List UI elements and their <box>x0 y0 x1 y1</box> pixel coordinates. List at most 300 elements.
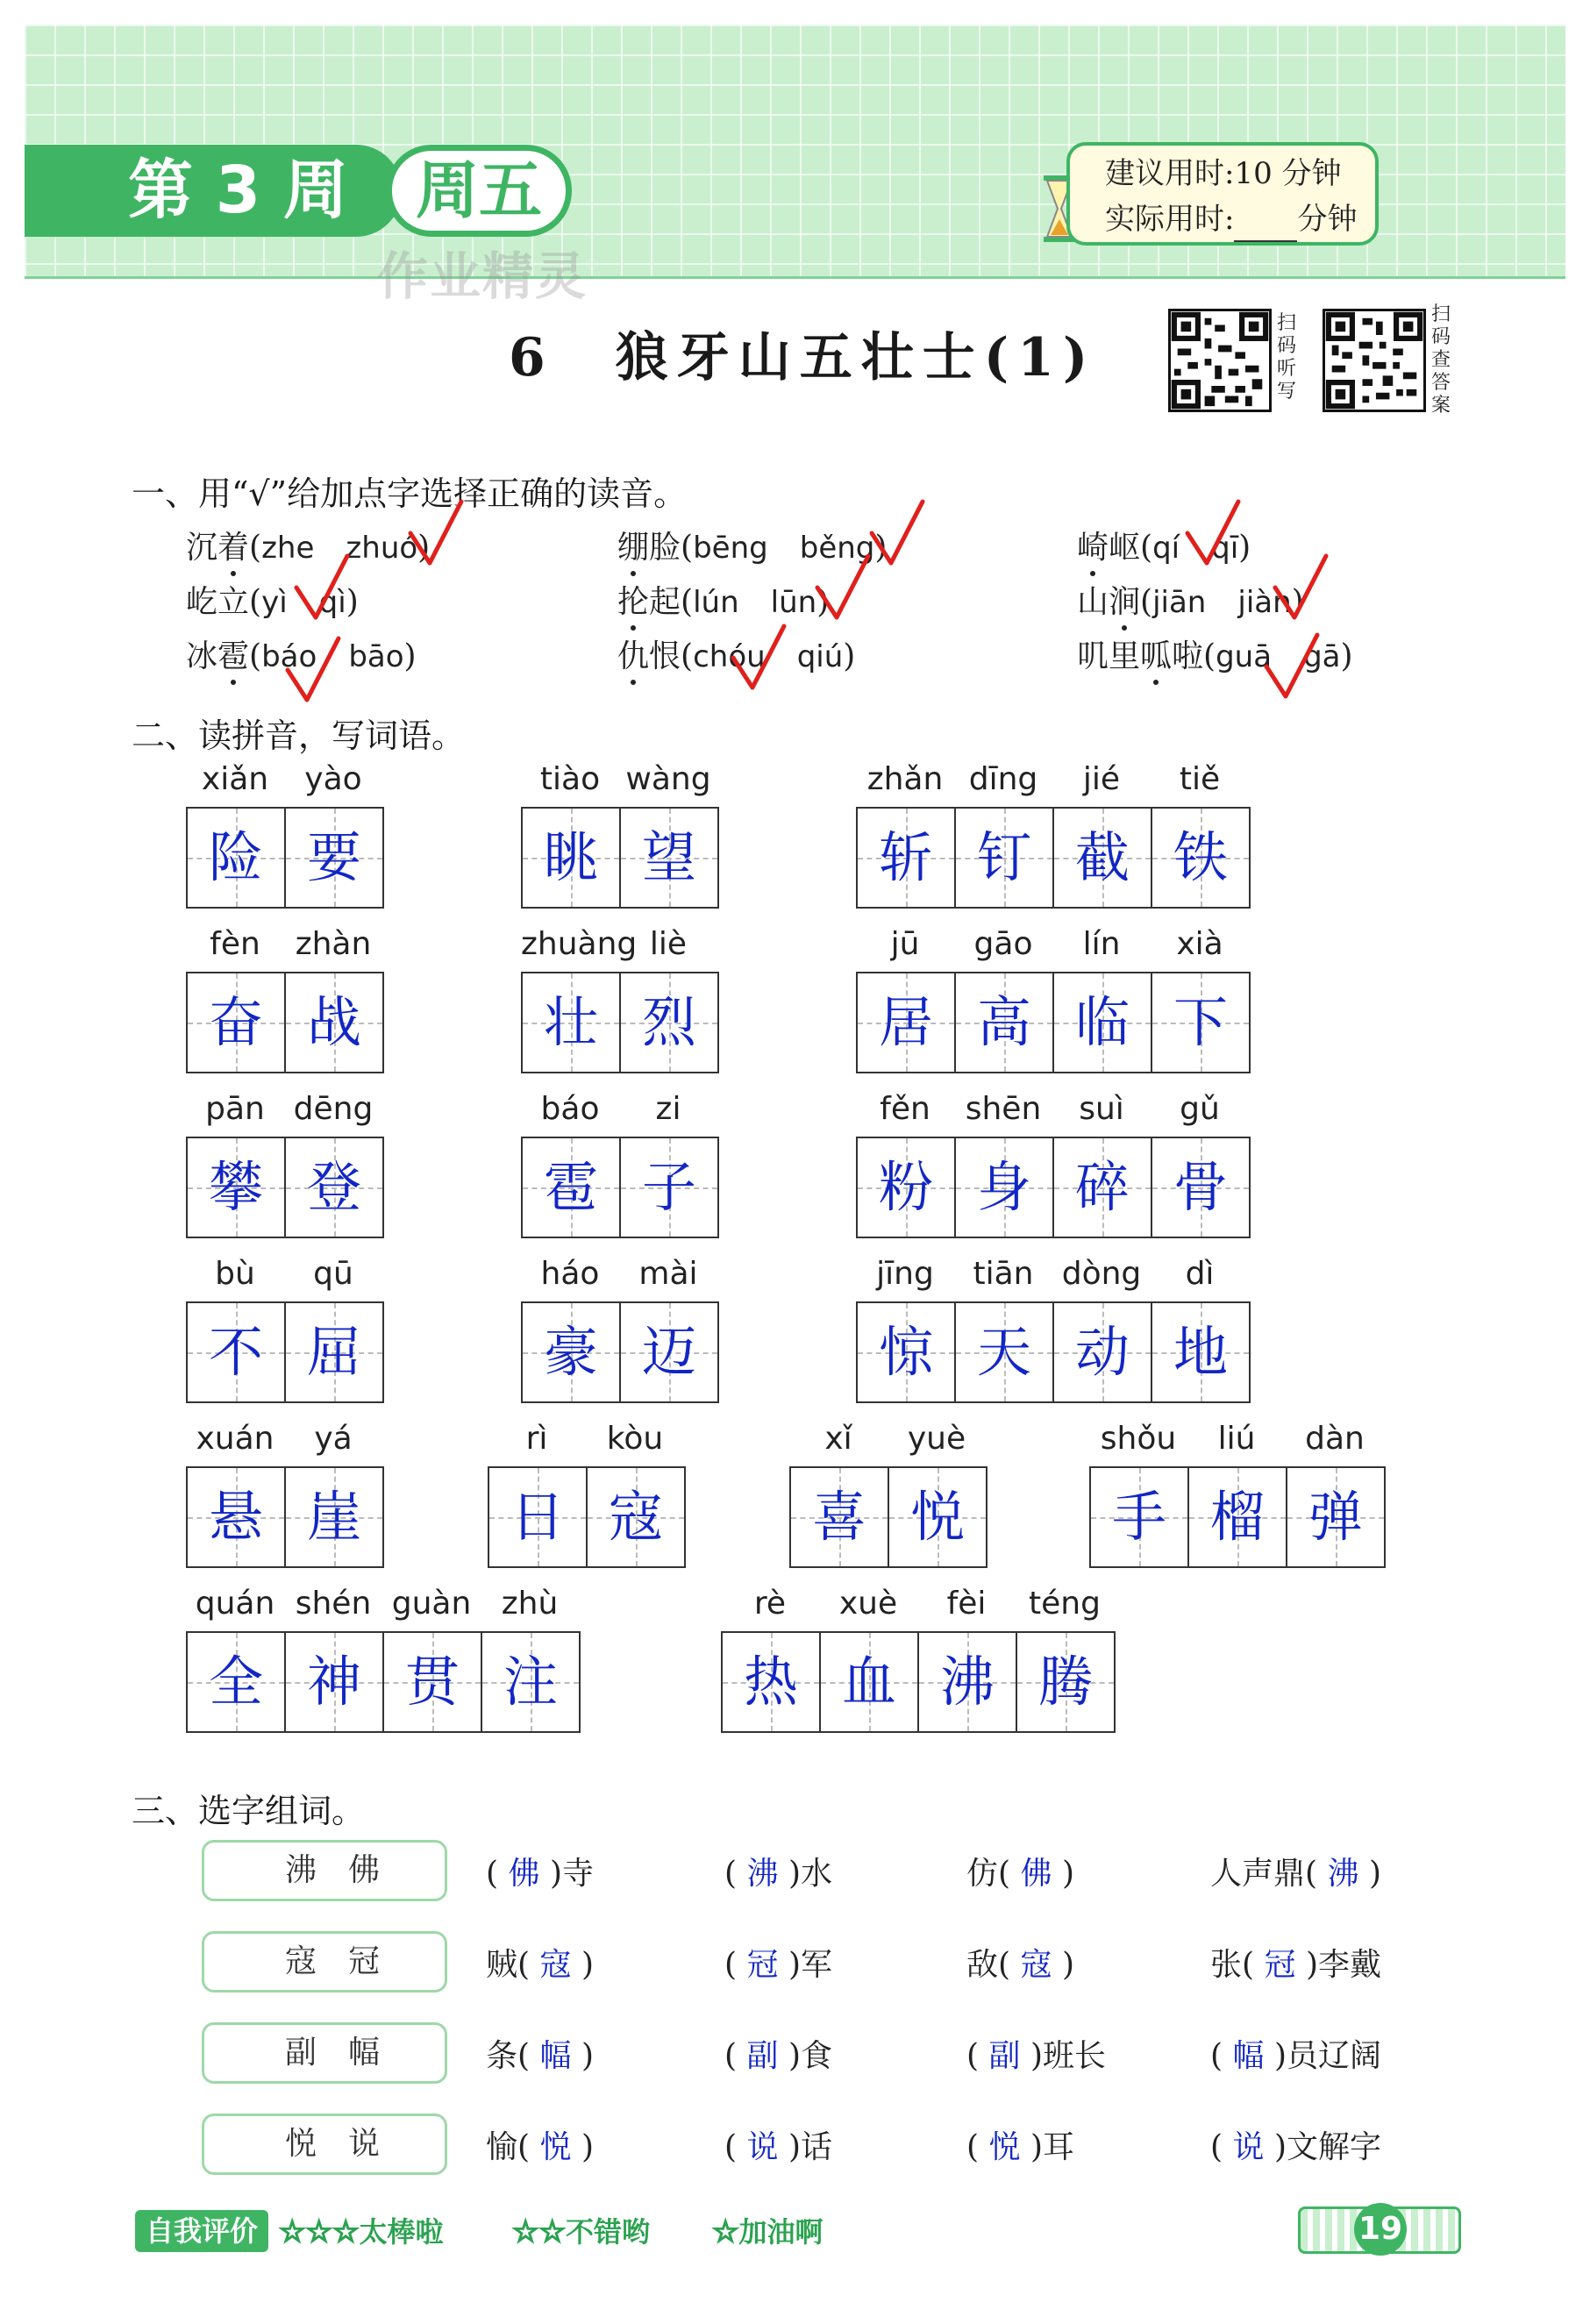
word-text: 张( <box>1210 1947 1255 1983</box>
fill-in-word <box>486 2031 594 2076</box>
reading-word-part: 叽里 <box>1077 638 1141 674</box>
suggested-time: 建议用时:10 分钟 <box>1105 156 1342 191</box>
character-cell[interactable] <box>956 973 1054 1072</box>
character-grid <box>186 1466 384 1568</box>
pinyin-syllable: háo <box>540 1256 600 1292</box>
character-cell[interactable] <box>956 1138 1054 1237</box>
character-cell[interactable] <box>188 1468 286 1566</box>
filled-answer[interactable]: 说 <box>737 2129 788 2165</box>
pinyin-syllable: yá <box>314 1421 353 1457</box>
pinyin-syllable: guàn <box>391 1586 472 1622</box>
check-mark-icon <box>282 635 344 705</box>
handwritten-character: 悦 <box>909 1485 965 1549</box>
pinyin-option-1[interactable]: guā <box>1216 639 1273 674</box>
character-pair-box: 沸 佛 <box>202 1840 447 1901</box>
handwritten-character: 眺 <box>543 825 598 889</box>
reading-word-part: 啦 <box>1172 638 1204 674</box>
reading-word-part: 崎 <box>1077 530 1109 566</box>
character-grid <box>186 1631 581 1733</box>
character-cell[interactable] <box>621 973 719 1072</box>
fill-in-word <box>724 1849 832 1893</box>
pinyin-row <box>186 926 384 972</box>
handwritten-character: 弹 <box>1308 1485 1363 1549</box>
word-block <box>1089 1421 1386 1568</box>
pinyin-option-2[interactable]: lūn <box>770 585 817 620</box>
handwritten-character: 战 <box>306 990 361 1054</box>
pinyin-syllable: xuán <box>196 1421 275 1457</box>
check-mark-icon <box>812 552 873 623</box>
character-cell[interactable] <box>1054 1303 1152 1401</box>
word-text: ( <box>486 1856 499 1892</box>
handwritten-character: 喜 <box>811 1485 866 1549</box>
pinyin-syllable: fěn <box>880 1091 930 1127</box>
pinyin-row <box>186 761 384 807</box>
word-text: 敌( <box>966 1947 1011 1983</box>
pinyin-syllable: tiě <box>1179 761 1221 797</box>
character-cell[interactable] <box>889 1468 988 1566</box>
fill-in-word <box>1210 2122 1381 2167</box>
character-cell[interactable] <box>723 1633 821 1731</box>
check-mark-icon <box>728 623 789 693</box>
handwritten-character: 豪 <box>543 1320 598 1384</box>
reading-word-part: 沉 <box>186 530 218 566</box>
character-cell[interactable] <box>1287 1468 1386 1566</box>
handwritten-character: 惊 <box>878 1320 933 1384</box>
week-label: 第 3 周 <box>25 145 402 237</box>
word-text: )寺 <box>549 1856 594 1892</box>
handwritten-character: 血 <box>841 1650 896 1714</box>
character-grid <box>186 807 384 909</box>
section3-heading: 三、选字组词。 <box>132 1792 366 1830</box>
handwritten-character: 注 <box>503 1650 558 1714</box>
reading-word-part: ) <box>403 638 417 674</box>
character-cell[interactable] <box>1054 973 1152 1072</box>
pinyin-syllable: mài <box>638 1256 698 1292</box>
pinyin-syllable: dàn <box>1305 1421 1365 1457</box>
character-cell[interactable] <box>858 809 956 907</box>
character-cell[interactable] <box>1152 973 1251 1072</box>
character-pair-box: 悦 说 <box>202 2114 447 2175</box>
character-cell[interactable] <box>523 1303 621 1401</box>
watermark: 作业精灵 <box>377 246 588 306</box>
pinyin-syllable: suì <box>1079 1091 1124 1127</box>
character-cell[interactable] <box>858 1138 956 1237</box>
pinyin-syllable: shǒu <box>1100 1421 1177 1457</box>
lesson-title: 6 狼牙山五壮士(1) <box>509 327 1097 389</box>
reading-word-part: 立 <box>217 584 250 620</box>
word-text: ( <box>724 1856 738 1892</box>
pinyin-row <box>856 926 1251 972</box>
handwritten-character: 铁 <box>1173 825 1228 889</box>
reading-word-part: ) <box>346 584 359 620</box>
qr-code-listen-icon[interactable] <box>1168 309 1272 412</box>
filled-answer[interactable]: 副 <box>979 2038 1030 2074</box>
filled-answer[interactable]: 冠 <box>737 1947 788 1983</box>
pinyin-row <box>186 1091 384 1137</box>
pinyin-syllable: jū <box>890 926 920 962</box>
handwritten-character: 截 <box>1074 825 1130 889</box>
handwritten-character: 屈 <box>306 1320 361 1384</box>
character-grid <box>521 972 719 1073</box>
filled-answer[interactable]: 幅 <box>1223 2038 1274 2074</box>
pinyin-option-1[interactable]: jiān <box>1152 585 1207 620</box>
pinyin-row <box>521 1091 719 1137</box>
filled-answer[interactable]: 悦 <box>530 2129 581 2165</box>
filled-answer[interactable]: 佛 <box>498 1856 550 1892</box>
pinyin-syllable: jié <box>1082 761 1121 797</box>
character-pair-box: 副 幅 <box>202 2022 447 2084</box>
pinyin-syllable: liè <box>649 926 688 962</box>
pinyin-syllable: dì <box>1185 1256 1215 1292</box>
word-text: )员辽阔 <box>1273 2038 1381 2074</box>
eval-keep-going[interactable]: ☆加油啊 <box>712 2214 824 2249</box>
character-cell[interactable] <box>1152 1138 1251 1237</box>
character-cell[interactable] <box>523 809 621 907</box>
word-block <box>521 1256 719 1403</box>
pinyin-option-2[interactable]: zhuó <box>346 531 418 566</box>
pinyin-row <box>521 761 719 807</box>
character-cell[interactable] <box>1152 1303 1251 1401</box>
word-block <box>856 926 1251 1073</box>
character-cell[interactable] <box>919 1633 1017 1731</box>
check-mark-icon <box>1261 631 1323 702</box>
reading-word-part: 冰 <box>186 638 218 674</box>
pinyin-option-1[interactable]: qí <box>1152 531 1180 566</box>
pinyin-syllable: rì <box>525 1421 548 1457</box>
pinyin-syllable: kòu <box>606 1421 664 1457</box>
character-cell[interactable] <box>286 1633 384 1731</box>
actual-time-blank[interactable] <box>1234 214 1297 242</box>
reading-word-part: 呱 <box>1140 638 1173 674</box>
word-text: ( <box>966 2129 980 2165</box>
handwritten-character: 壮 <box>543 990 598 1054</box>
character-cell[interactable] <box>1054 1138 1152 1237</box>
reading-item <box>617 577 829 622</box>
word-block <box>521 1091 719 1238</box>
check-mark-icon <box>291 552 353 623</box>
pinyin-syllable: xǐ <box>824 1421 852 1457</box>
word-block <box>186 926 384 1073</box>
word-block <box>521 926 719 1073</box>
pinyin-row <box>789 1421 988 1466</box>
word-block <box>521 761 719 909</box>
character-cell[interactable] <box>1152 809 1251 907</box>
pinyin-syllable: xiǎn <box>201 761 269 797</box>
character-grid <box>789 1466 988 1568</box>
handwritten-character: 天 <box>976 1320 1031 1384</box>
reading-word-part: ) <box>874 530 888 566</box>
word-block <box>186 1091 384 1238</box>
pinyin-option-2[interactable]: qiú <box>796 639 844 674</box>
filled-answer[interactable]: 寇 <box>530 1947 581 1983</box>
reading-word-part: 涧 <box>1109 584 1141 620</box>
fill-in-word <box>1210 1940 1381 1985</box>
character-cell[interactable] <box>384 1633 482 1731</box>
pinyin-option-1[interactable]: zhe <box>261 531 315 566</box>
character-grid <box>186 1137 384 1238</box>
pinyin-syllable: zhuàng <box>521 926 638 962</box>
fill-in-word <box>1210 1849 1381 1893</box>
word-block <box>186 1421 384 1568</box>
check-mark-icon <box>866 498 928 568</box>
filled-answer[interactable]: 沸 <box>1317 1856 1369 1892</box>
pinyin-syllable: dòng <box>1061 1256 1142 1292</box>
reading-word-part: ( <box>1140 530 1153 566</box>
fill-in-word <box>966 2031 1106 2076</box>
word-text: )文解字 <box>1273 2129 1381 2165</box>
pinyin-row <box>721 1586 1116 1631</box>
pinyin-option-1[interactable]: báo <box>261 639 317 674</box>
pinyin-syllable: lín <box>1082 926 1121 962</box>
handwritten-character: 望 <box>641 825 696 889</box>
character-cell[interactable] <box>1189 1468 1287 1566</box>
reading-word-part: 山 <box>1077 584 1109 620</box>
pinyin-syllable: jīng <box>876 1256 934 1292</box>
handwritten-character: 崖 <box>306 1485 361 1549</box>
reading-word-part: ) <box>1340 638 1353 674</box>
handwritten-character: 寇 <box>608 1485 663 1549</box>
fill-in-word <box>966 1940 1074 1985</box>
reading-word-part <box>739 584 771 620</box>
pinyin-syllable: téng <box>1029 1586 1101 1622</box>
character-cell[interactable] <box>1017 1633 1116 1731</box>
character-cell[interactable] <box>523 1138 621 1237</box>
word-text: 仿( <box>966 1856 1011 1892</box>
word-text: ( <box>724 1947 738 1983</box>
filled-answer[interactable]: 说 <box>1223 2129 1274 2165</box>
fill-in-word <box>486 2122 594 2167</box>
reading-word-part: 雹 <box>217 638 250 674</box>
character-cell[interactable] <box>956 809 1054 907</box>
character-grid <box>856 1137 1251 1238</box>
reading-word-part: ( <box>1203 638 1216 674</box>
handwritten-character: 子 <box>641 1155 696 1219</box>
pinyin-syllable: gāo <box>973 926 1033 962</box>
word-text: )班长 <box>1030 2038 1106 2074</box>
pinyin-row <box>856 1256 1251 1301</box>
handwritten-character: 悬 <box>208 1485 263 1549</box>
pinyin-syllable: shēn <box>965 1091 1042 1127</box>
reading-word-part <box>768 530 800 566</box>
word-text: 贼( <box>486 1947 531 1983</box>
filled-answer[interactable]: 幅 <box>530 2038 581 2074</box>
handwritten-character: 下 <box>1173 990 1228 1054</box>
pinyin-row <box>186 1421 384 1466</box>
character-grid <box>721 1631 1116 1733</box>
fill-in-word <box>724 1940 832 1985</box>
pinyin-syllable: shén <box>295 1586 372 1622</box>
reading-word-part: 着 <box>217 530 250 566</box>
pinyin-row <box>186 1586 581 1631</box>
character-cell[interactable] <box>621 1138 719 1237</box>
handwritten-character: 高 <box>976 990 1031 1054</box>
character-cell[interactable] <box>286 809 384 907</box>
character-cell[interactable] <box>188 809 286 907</box>
word-text: )食 <box>788 2038 832 2074</box>
reading-word-part: 抡 <box>617 584 650 620</box>
character-cell[interactable] <box>858 973 956 1072</box>
handwritten-character: 榴 <box>1209 1485 1265 1549</box>
handwritten-character: 雹 <box>543 1155 598 1219</box>
character-cell[interactable] <box>188 1303 286 1401</box>
word-text: ( <box>966 2038 980 2074</box>
word-text: )水 <box>788 1856 832 1892</box>
character-cell[interactable] <box>286 973 384 1072</box>
pinyin-syllable: bù <box>215 1256 255 1292</box>
filled-answer[interactable]: 副 <box>737 2038 788 2074</box>
reading-word-part: ( <box>249 584 262 620</box>
character-grid <box>856 807 1251 909</box>
pinyin-syllable: xià <box>1176 926 1223 962</box>
reading-word-part: ) <box>816 584 830 620</box>
pinyin-option-1[interactable]: yì <box>261 585 288 620</box>
character-cell[interactable] <box>588 1468 686 1566</box>
reading-word-part: 岖 <box>1109 530 1141 566</box>
character-cell[interactable] <box>489 1468 588 1566</box>
character-cell[interactable] <box>286 1303 384 1401</box>
reading-word-part: 仇 <box>617 638 650 674</box>
character-cell[interactable] <box>188 1633 286 1731</box>
filled-answer[interactable]: 寇 <box>1010 1947 1062 1983</box>
word-block <box>721 1586 1116 1733</box>
pinyin-row <box>521 926 719 972</box>
character-cell[interactable] <box>1091 1468 1189 1566</box>
character-cell[interactable] <box>188 1138 286 1237</box>
eval-good[interactable]: ☆☆不错哟 <box>512 2214 650 2249</box>
character-grid <box>521 1137 719 1238</box>
reading-word-part <box>1206 584 1237 620</box>
word-block <box>856 761 1251 909</box>
pinyin-syllable: pān <box>205 1091 265 1127</box>
reading-word-part: 脸 <box>649 530 681 566</box>
reading-word-part: 起 <box>649 584 681 620</box>
pinyin-option-1[interactable]: bēng <box>693 531 768 566</box>
qr-answer-label: 扫码查答案 <box>1431 303 1451 417</box>
reading-word-part: ( <box>681 584 694 620</box>
handwritten-character: 全 <box>208 1650 263 1714</box>
character-cell[interactable] <box>621 1303 719 1401</box>
handwritten-character: 攀 <box>208 1155 263 1219</box>
word-text: ( <box>724 2038 738 2074</box>
pinyin-syllable: liú <box>1217 1421 1256 1457</box>
handwritten-character: 碎 <box>1074 1155 1130 1219</box>
filled-answer[interactable]: 沸 <box>737 1856 788 1892</box>
handwritten-character: 险 <box>208 825 263 889</box>
pinyin-option-2[interactable]: qì <box>318 585 346 620</box>
pinyin-option-2[interactable]: bāo <box>348 639 404 674</box>
handwritten-character: 神 <box>306 1650 361 1714</box>
section1-heading: 一、用“√”给加点字选择正确的读音。 <box>132 474 688 513</box>
character-cell[interactable] <box>286 1138 384 1237</box>
handwritten-character: 贯 <box>404 1650 460 1714</box>
character-cell[interactable] <box>821 1633 919 1731</box>
character-grid <box>1089 1466 1386 1568</box>
pinyin-syllable: tiào <box>539 761 601 797</box>
handwritten-character: 要 <box>306 825 361 889</box>
handwritten-character: 临 <box>1074 990 1130 1054</box>
character-grid <box>186 1301 384 1403</box>
reading-word-part: ( <box>1140 584 1153 620</box>
pinyin-option-1[interactable]: chóu <box>693 639 766 674</box>
section2-heading: 二、读拼音，写词语。 <box>132 716 466 755</box>
character-cell[interactable] <box>621 809 719 907</box>
handwritten-character: 腾 <box>1037 1650 1093 1714</box>
fill-in-word <box>724 2122 832 2167</box>
handwritten-character: 烈 <box>641 990 696 1054</box>
filled-answer[interactable]: 冠 <box>1254 1947 1306 1983</box>
pinyin-row <box>186 1256 384 1301</box>
check-mark-icon <box>405 498 467 568</box>
word-text: 人声鼎( <box>1210 1856 1318 1892</box>
reading-word-part: ) <box>843 638 856 674</box>
filled-answer[interactable]: 佛 <box>1010 1856 1062 1892</box>
word-text: ) <box>581 2038 594 2074</box>
character-grid <box>856 972 1251 1073</box>
character-grid <box>521 807 719 909</box>
check-mark-icon <box>1270 552 1331 623</box>
character-grid <box>488 1466 686 1568</box>
pinyin-option-2[interactable]: jiàn <box>1237 585 1292 620</box>
handwritten-character: 迈 <box>641 1320 696 1384</box>
fill-in-word <box>724 2031 832 2076</box>
character-cell[interactable] <box>1054 809 1152 907</box>
handwritten-character: 奋 <box>208 990 263 1054</box>
filled-answer[interactable]: 悦 <box>979 2129 1030 2165</box>
fill-in-word <box>1210 2031 1381 2076</box>
word-text: 条( <box>486 2038 531 2074</box>
pinyin-option-2[interactable]: běng <box>799 531 875 566</box>
pinyin-option-2[interactable]: qī <box>1211 531 1239 566</box>
character-cell[interactable] <box>286 1468 384 1566</box>
character-cell[interactable] <box>956 1303 1054 1401</box>
reading-word-part: ( <box>249 530 262 566</box>
fill-in-word <box>486 1940 594 1985</box>
reading-word-part: ( <box>249 638 262 674</box>
character-cell[interactable] <box>523 973 621 1072</box>
handwritten-character: 地 <box>1173 1320 1228 1384</box>
word-text: ( <box>1210 2038 1223 2074</box>
word-text: ( <box>1210 2129 1223 2165</box>
pinyin-option-2[interactable]: gā <box>1303 639 1341 674</box>
pinyin-syllable: qū <box>313 1256 353 1292</box>
handwritten-character: 动 <box>1074 1320 1130 1384</box>
word-text: )李戴 <box>1305 1947 1381 1983</box>
word-block <box>856 1091 1251 1238</box>
fill-in-word <box>966 1849 1074 1893</box>
pinyin-syllable: zhàn <box>295 926 372 962</box>
eval-great[interactable]: ☆☆☆太棒啦 <box>279 2214 444 2249</box>
character-pair-box: 寇 冠 <box>202 1931 447 1993</box>
pinyin-syllable: zhù <box>501 1586 559 1622</box>
reading-word-part: 恨 <box>649 638 681 674</box>
character-cell[interactable] <box>791 1468 889 1566</box>
pinyin-syllable: báo <box>540 1091 600 1127</box>
pinyin-syllable: fèi <box>946 1586 987 1622</box>
handwritten-character: 手 <box>1111 1485 1166 1549</box>
character-cell[interactable] <box>482 1633 581 1731</box>
reading-word-part: ( <box>681 530 694 566</box>
pinyin-row <box>856 761 1251 807</box>
word-text: )耳 <box>1030 2129 1074 2165</box>
pinyin-syllable: zhǎn <box>866 761 944 797</box>
qr-code-answer-icon[interactable] <box>1323 309 1426 412</box>
word-block <box>186 761 384 909</box>
pinyin-option-1[interactable]: lún <box>693 585 739 620</box>
handwritten-character: 登 <box>306 1155 361 1219</box>
character-cell[interactable] <box>858 1303 956 1401</box>
check-mark-icon <box>1182 498 1244 568</box>
character-cell[interactable] <box>188 973 286 1072</box>
